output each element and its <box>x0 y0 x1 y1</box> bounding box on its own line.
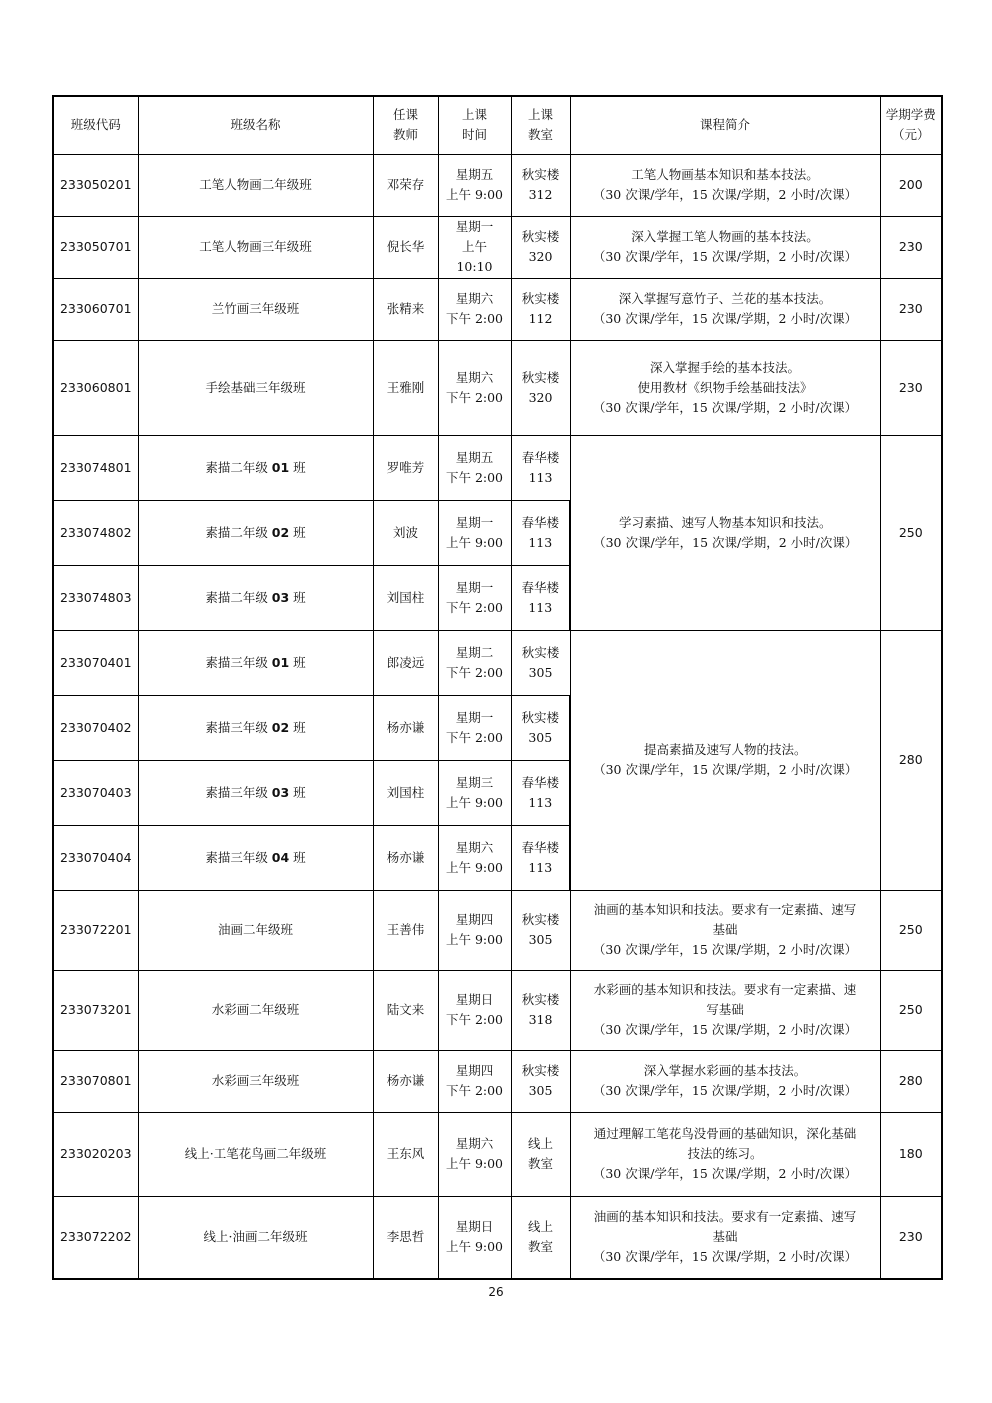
classroom: 秋实楼 320 <box>511 340 570 435</box>
teacher: 杨亦谦 <box>373 1050 438 1112</box>
group-tuition-fee: 280 <box>880 630 942 890</box>
table-row <box>53 1112 942 1196</box>
class-name: 素描二年级 02 班 <box>138 500 373 565</box>
class-code: 233070401 <box>53 630 138 695</box>
class-name: 素描二年级 01 班 <box>138 435 373 500</box>
class-code: 233072202 <box>53 1196 138 1279</box>
header-name: 班级名称 <box>138 96 373 154</box>
class-time: 星期三 上午 9:00 <box>438 760 511 825</box>
class-code: 233070402 <box>53 695 138 760</box>
course-description: 深入掌握水彩画的基本技法。 （30 次课/学年，15 次课/学期，2 小时/次课） <box>570 1050 880 1112</box>
header-time: 上课 时间 <box>438 96 511 154</box>
classroom: 秋实楼 112 <box>511 278 570 340</box>
class-code: 233074802 <box>53 500 138 565</box>
teacher: 张精来 <box>373 278 438 340</box>
tuition-fee: 250 <box>880 970 942 1050</box>
course-description: 油画的基本知识和技法。要求有一定素描、速写 基础 （30 次课/学年，15 次课/学期，2 小时/次课） <box>570 890 880 970</box>
class-name: 工笔人物画三年级班 <box>138 216 373 278</box>
tuition-fee: 200 <box>880 154 942 216</box>
header-row <box>53 96 942 154</box>
teacher: 郎凌远 <box>373 630 438 695</box>
classroom: 秋实楼 320 <box>511 216 570 278</box>
class-time: 星期一 上午 9:00 <box>438 500 511 565</box>
class-time: 星期四 上午 9:00 <box>438 890 511 970</box>
teacher: 刘波 <box>373 500 438 565</box>
classroom: 秋实楼 305 <box>511 630 570 695</box>
class-name: 素描三年级 01 班 <box>138 630 373 695</box>
group-tuition-fee: 250 <box>880 435 942 630</box>
teacher: 王东风 <box>373 1112 438 1196</box>
class-name: 素描二年级 03 班 <box>138 565 373 630</box>
classroom: 线上 教室 <box>511 1196 570 1279</box>
class-time: 星期一 下午 2:00 <box>438 565 511 630</box>
tuition-fee: 230 <box>880 278 942 340</box>
class-code: 233070801 <box>53 1050 138 1112</box>
table-row <box>53 1196 942 1279</box>
teacher: 王雅刚 <box>373 340 438 435</box>
table-row <box>53 340 942 435</box>
header-desc: 课程简介 <box>570 96 880 154</box>
class-code: 233050701 <box>53 216 138 278</box>
class-time: 星期二 下午 2:00 <box>438 630 511 695</box>
class-time: 星期六 上午 9:00 <box>438 1112 511 1196</box>
class-name: 水彩画三年级班 <box>138 1050 373 1112</box>
classroom: 线上 教室 <box>511 1112 570 1196</box>
tuition-fee: 250 <box>880 890 942 970</box>
class-name: 工笔人物画二年级班 <box>138 154 373 216</box>
course-description: 工笔人物画基本知识和基本技法。 （30 次课/学年，15 次课/学期，2 小时/次课） <box>570 154 880 216</box>
teacher: 王善伟 <box>373 890 438 970</box>
classroom: 春华楼 113 <box>511 435 570 500</box>
teacher: 李思哲 <box>373 1196 438 1279</box>
class-name: 线上·油画二年级班 <box>138 1196 373 1279</box>
classroom: 春华楼 113 <box>511 565 570 630</box>
header-room: 上课 教室 <box>511 96 570 154</box>
classroom: 秋实楼 305 <box>511 890 570 970</box>
class-code: 233070403 <box>53 760 138 825</box>
class-name: 素描三年级 04 班 <box>138 825 373 890</box>
class-code: 233060801 <box>53 340 138 435</box>
header-fee: 学期学费 （元） <box>880 96 942 154</box>
teacher: 倪长华 <box>373 216 438 278</box>
course-description: 水彩画的基本知识和技法。要求有一定素描、速 写基础 （30 次课/学年，15 次课/学期，2 小时/次课） <box>570 970 880 1050</box>
classroom: 秋实楼 312 <box>511 154 570 216</box>
course-description: 深入掌握写意竹子、兰花的基本技法。 （30 次课/学年，15 次课/学期，2 小时/次课） <box>570 278 880 340</box>
class-time: 星期六 下午 2:00 <box>438 278 511 340</box>
teacher: 刘国柱 <box>373 565 438 630</box>
class-name: 手绘基础三年级班 <box>138 340 373 435</box>
class-time: 星期一 下午 2:00 <box>438 695 511 760</box>
class-name: 线上·工笔花鸟画二年级班 <box>138 1112 373 1196</box>
class-code: 233020203 <box>53 1112 138 1196</box>
class-code: 233050201 <box>53 154 138 216</box>
class-name: 素描三年级 03 班 <box>138 760 373 825</box>
course-schedule-table <box>52 95 943 1280</box>
table-row <box>53 630 942 695</box>
table-row <box>53 435 942 500</box>
teacher: 杨亦谦 <box>373 825 438 890</box>
tuition-fee: 230 <box>880 1196 942 1279</box>
header-code: 班级代码 <box>53 96 138 154</box>
group-course-description: 提高素描及速写人物的技法。 （30 次课/学年，15 次课/学期，2 小时/次课） <box>570 630 880 890</box>
course-description: 深入掌握工笔人物画的基本技法。 （30 次课/学年，15 次课/学期，2 小时/次课） <box>570 216 880 278</box>
table-row <box>53 216 942 278</box>
classroom: 春华楼 113 <box>511 825 570 890</box>
teacher: 刘国柱 <box>373 760 438 825</box>
table-row <box>53 154 942 216</box>
class-time: 星期日 上午 9:00 <box>438 1196 511 1279</box>
page-number: 26 <box>488 1285 504 1299</box>
class-time: 星期五 下午 2:00 <box>438 435 511 500</box>
classroom: 春华楼 113 <box>511 500 570 565</box>
header-teacher: 任课 教师 <box>373 96 438 154</box>
table-row <box>53 970 942 1050</box>
group-course-description: 学习素描、速写人物基本知识和技法。 （30 次课/学年，15 次课/学期，2 小时/次课） <box>570 435 880 630</box>
teacher: 罗唯芳 <box>373 435 438 500</box>
teacher: 杨亦谦 <box>373 695 438 760</box>
tuition-fee: 230 <box>880 340 942 435</box>
class-name: 素描三年级 02 班 <box>138 695 373 760</box>
class-code: 233072201 <box>53 890 138 970</box>
class-time: 星期一 上午 10:10 <box>438 216 511 278</box>
table-row <box>53 278 942 340</box>
classroom: 秋实楼 305 <box>511 1050 570 1112</box>
class-code: 233070404 <box>53 825 138 890</box>
teacher: 陆文来 <box>373 970 438 1050</box>
classroom: 秋实楼 305 <box>511 695 570 760</box>
class-name: 油画二年级班 <box>138 890 373 970</box>
course-description: 深入掌握手绘的基本技法。 使用教材《织物手绘基础技法》 （30 次课/学年，15 次课/学期，2 小时/次课） <box>570 340 880 435</box>
class-code: 233074803 <box>53 565 138 630</box>
class-time: 星期五 上午 9:00 <box>438 154 511 216</box>
table-row <box>53 890 942 970</box>
classroom: 春华楼 113 <box>511 760 570 825</box>
course-description: 油画的基本知识和技法。要求有一定素描、速写 基础 （30 次课/学年，15 次课/学期，2 小时/次课） <box>570 1196 880 1279</box>
class-code: 233073201 <box>53 970 138 1050</box>
course-description: 通过理解工笔花鸟没骨画的基础知识，深化基础 技法的练习。 （30 次课/学年，15 次课/学期，2 小时/次课） <box>570 1112 880 1196</box>
class-code: 233074801 <box>53 435 138 500</box>
class-time: 星期日 下午 2:00 <box>438 970 511 1050</box>
class-time: 星期四 下午 2:00 <box>438 1050 511 1112</box>
class-name: 水彩画二年级班 <box>138 970 373 1050</box>
classroom: 秋实楼 318 <box>511 970 570 1050</box>
table-row <box>53 1050 942 1112</box>
class-time: 星期六 上午 9:00 <box>438 825 511 890</box>
tuition-fee: 180 <box>880 1112 942 1196</box>
class-code: 233060701 <box>53 278 138 340</box>
tuition-fee: 280 <box>880 1050 942 1112</box>
tuition-fee: 230 <box>880 216 942 278</box>
teacher: 邓荣存 <box>373 154 438 216</box>
class-name: 兰竹画三年级班 <box>138 278 373 340</box>
class-time: 星期六 下午 2:00 <box>438 340 511 435</box>
